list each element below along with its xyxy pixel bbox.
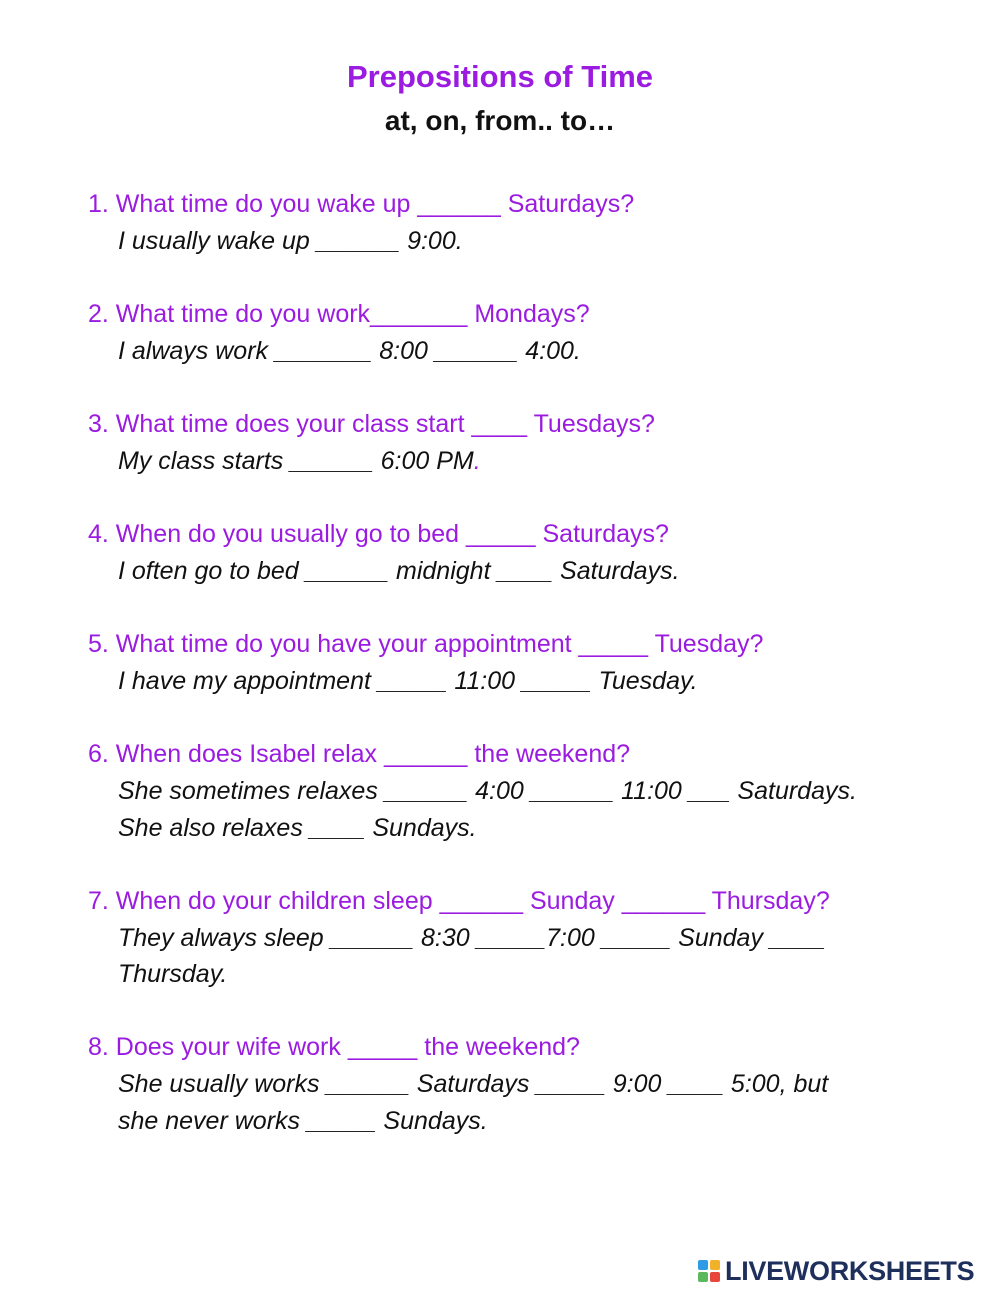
question-1: 1. What time do you wake up ______ Saturdays? [88,190,635,218]
answer-2: I always work _______ 8:00 ______ 4:00. [118,337,581,365]
answer-3-text: My class starts ______ 6:00 PM [118,447,474,475]
answer-4: I often go to bed ______ midnight ____ Saturdays. [118,557,680,585]
answer-8-line-2: she never works _____ Sundays. [118,1107,488,1135]
answer-5: I have my appointment _____ 11:00 _____ Tuesday. [118,667,698,695]
question-7: 7. When do your children sleep ______ Sunday ______ Thursday? [88,887,830,915]
question-6: 6. When does Isabel relax ______ the weekend? [88,740,631,768]
answer-6-line-1: She sometimes relaxes ______ 4:00 ______ 11:00 ___ Saturdays. [118,777,857,805]
question-5: 5. What time do you have your appointment _____ Tuesday? [88,630,764,658]
question-2: 2. What time do you work_______ Mondays? [88,300,590,328]
logo-text: LIVEWORKSHEETS [725,1255,975,1286]
worksheet-subtitle: at, on, from.. to… [384,105,616,136]
worksheet-title: Prepositions of Time [346,59,654,94]
question-8: 8. Does your wife work _____ the weekend? [88,1033,580,1061]
answer-3 [118,446,481,476]
answer-1: I usually wake up ______ 9:00. [118,227,463,255]
answer-3-period: . [473,447,481,475]
answer-6-line-2: She also relaxes ____ Sundays. [118,814,477,842]
question-4: 4. When do you usually go to bed _____ Saturdays? [88,520,669,548]
answer-7-line-2: Thursday. [118,960,228,988]
answer-7-line-1: They always sleep ______ 8:30 _____7:00 _____ Sunday ____ [118,924,826,952]
liveworksheets-logo [698,1256,974,1286]
logo-tiles-icon [698,1260,720,1282]
question-3: 3. What time does your class start ____ Tuesdays? [88,410,655,438]
answer-8-line-1: She usually works ______ Saturdays _____ 9:00 ____ 5:00, but [118,1070,829,1098]
